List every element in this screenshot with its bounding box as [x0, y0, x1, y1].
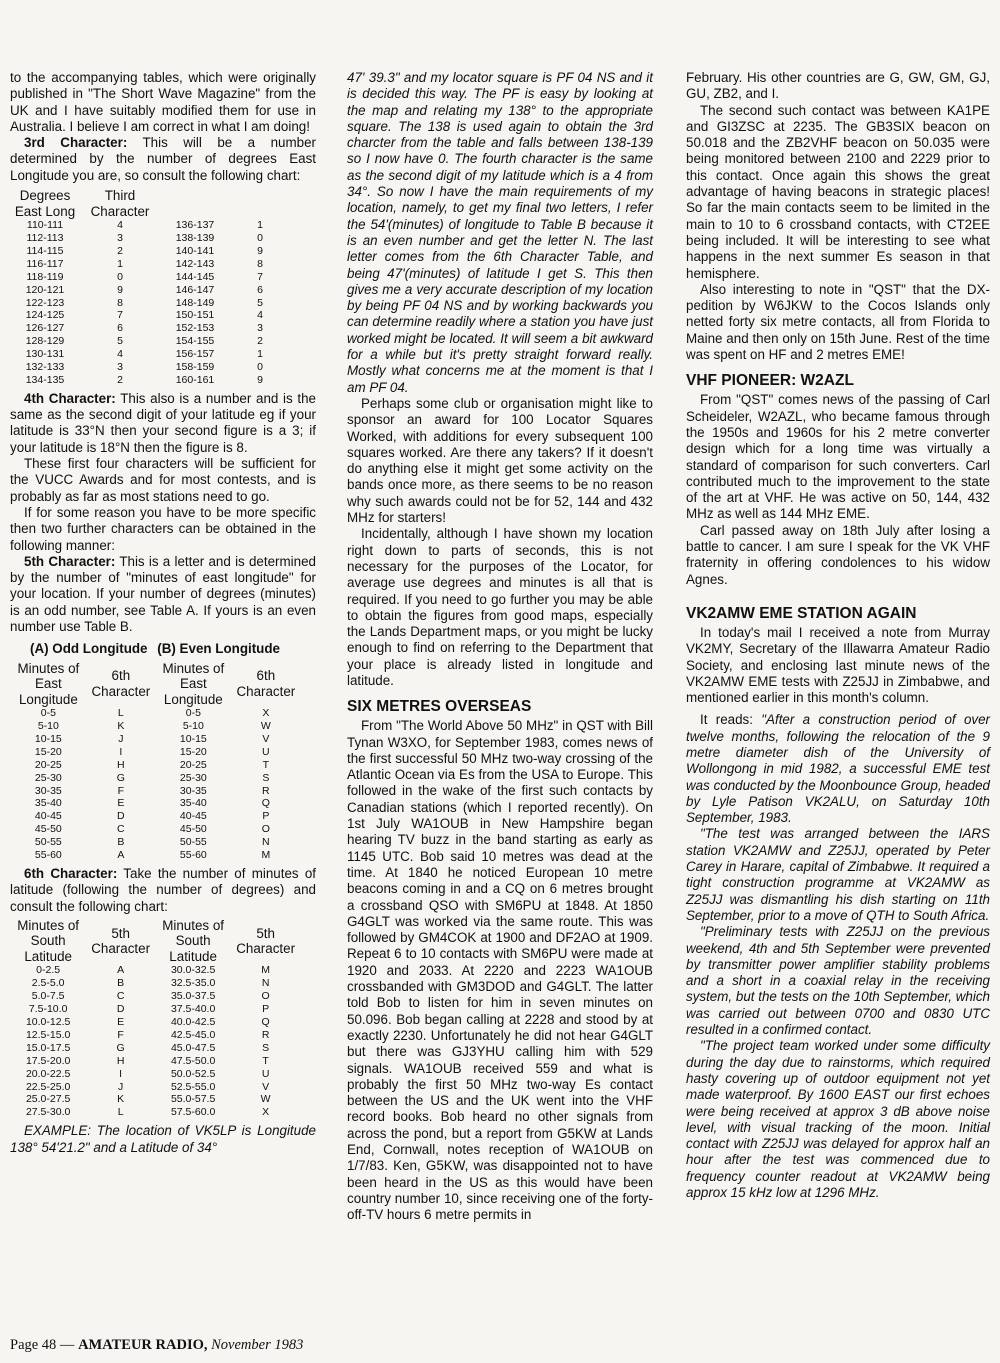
table-cell: 20-25: [34, 758, 62, 771]
table-row: [10, 1068, 300, 1081]
table-cell: 9: [117, 283, 123, 296]
label: 3rd Character:: [24, 135, 128, 151]
table-cell: 7.5-10.0: [28, 1003, 68, 1016]
magazine-name: AMATEUR RADIO,: [78, 1337, 208, 1353]
table-cell: S: [262, 771, 270, 784]
table-cell: T: [262, 1054, 269, 1067]
table-cell: B: [117, 836, 125, 849]
table-cell: A: [117, 964, 125, 977]
table-cell: 25-30: [179, 771, 207, 784]
table-cell: T: [262, 758, 270, 771]
table-cell: 47.5-50.0: [170, 1054, 216, 1067]
table-cell: E: [117, 797, 125, 810]
table-cell: 124-125: [25, 309, 65, 322]
header-degrees: Degrees East Long: [14, 188, 76, 219]
table-cell: 146-147: [175, 283, 215, 296]
paragraph: Perhaps some club or organisation might like to sponsor an award for 100 Locator Squares Worked, with additions for every subsequent 100 squares worked. Are there any takers? If it doesn't do anything else it might get some activity on the bands once more, as there seems to be no reason why such awards could not be for 52, 144 and 432 MHz for starters!: [347, 395, 653, 526]
section-heading: VHF PIONEER: W2AZL: [686, 372, 854, 390]
table-cell: 35-40: [34, 797, 62, 810]
column-1: [10, 70, 316, 1156]
table-cell: M: [261, 849, 271, 862]
table-cell: 8: [117, 296, 123, 309]
table-cell: 110-111: [26, 219, 64, 232]
table-cell: 132-133: [25, 361, 65, 374]
table-cell: 126-127: [25, 322, 65, 335]
table-row: [10, 1042, 300, 1055]
section-heading: VK2AMW EME STATION AGAIN: [686, 604, 917, 622]
table-cell: R: [262, 784, 270, 797]
paragraph: The second such contact was between KA1PE and GI3ZSC at 2235. The GB3SIX beacon on 50.018 and the ZB2VHF beacon on 50.035 were being monitored between 2100 and 2229 prior to this contact. Once again this shows the great advantage of having beacons in strategic places! So far the main contacts seem to be limited in the main to 10 to 6 crossband contacts, with CT2EE being included. It will be interesting to see what happens in the next summer Es season in that hemisphere.: [686, 102, 990, 281]
table-cell: 5-10: [37, 720, 59, 733]
table-cell: 2: [117, 244, 123, 257]
table-cell: 138-139: [175, 231, 215, 244]
table-cell: 0: [117, 270, 123, 283]
table-cell: 7: [117, 309, 123, 322]
table-row: [10, 284, 290, 297]
table-cell: V: [262, 1080, 270, 1093]
paragraph: Also interesting to note in "QST" that the DX-pedition by W6JKW to the Cocos Islands only netted forty six metre contacts, all from Florida to Maine and then only on 15th June. Rest of the time was spent on HF and 2 metres EME!: [686, 281, 990, 363]
table-row: [10, 720, 300, 733]
table-row: [10, 374, 290, 387]
table-row: [10, 232, 290, 245]
table-cell: 30.0-32.5: [170, 964, 216, 977]
table-cell: J: [118, 1080, 124, 1093]
text: It reads:: [700, 712, 762, 728]
paragraph: [686, 712, 990, 826]
table-cell: U: [261, 1067, 270, 1080]
table-cell: 1: [257, 348, 263, 361]
table-cell: 3: [117, 231, 123, 244]
table-row: [10, 990, 300, 1003]
table-cell: 4: [117, 348, 123, 361]
table-cell: Q: [261, 1016, 270, 1028]
table-cell: P: [262, 1003, 270, 1016]
text: This will be a number determined by the number of degrees East Longitude you are, so consult the following chart:: [10, 135, 316, 183]
table-cell: 128-129: [25, 335, 65, 348]
table-cell: 156-157: [175, 348, 215, 361]
table-cell: 15-20: [34, 745, 62, 758]
table-cell: I: [119, 745, 123, 758]
table-row: [10, 1029, 300, 1042]
table-cell: D: [116, 1003, 125, 1016]
table-row: [10, 245, 290, 258]
header-char-a: 6th Character: [91, 668, 151, 699]
paragraph: These first four characters will be sufficient for the VUCC Awards and for most contests, and is probably as far as most stations need to go.: [10, 456, 316, 504]
table-cell: 32.5-35.0: [170, 977, 216, 990]
table-cell: K: [117, 1093, 125, 1106]
table-cell: O: [261, 990, 270, 1003]
table-row: [10, 348, 290, 361]
table-cell: 140-141: [175, 244, 215, 257]
paragraph: [10, 554, 316, 635]
table-cell: 116-117: [26, 257, 64, 270]
table-cell: C: [116, 990, 125, 1003]
table-cell: 40-45: [34, 810, 62, 823]
table-cell: 3: [257, 322, 263, 335]
table-cell: 9: [257, 244, 263, 257]
table-cell: 5-10: [182, 720, 204, 733]
paragraph: From "The World Above 50 MHz" in QST with Bill Tynan W3XO, for September 1983, comes news of the first successful 50 MHz two-way crossing of the Atlantic Ocean via Es from the USA to Europe. This followed in the wake of the first such contacts by Canadian stations (which I reported recently). On 1st July WA1OUB in New Hampshire began hearing TV buzz in the band starting as early as 1145 UTC. Bob said 10 metres was dead at the time. At 1840 he noticed European 10 metre beacons coming in and a CQ on 6 metres brought a crossband QSO with SM6PU at 1848. At 1850 G4GLT was worked via the same route. This was followed by GM4COK at 1900 and DF2AO at 1909. Repeat 6 to 10 contacts with SM6PU were made at 1920 and 2033. At 2220 and 2223 WA1OUB crossbanded with GM3DOD and G4GLT. The latter told Bob to listen for him in seven minutes on 50.096. Bob began calling at 2228 and stood by at exactly 2230. Unfortunately he did not hear G4GLT but there was GJ3YHU calling him with 529 signals. WA1OUB received 559 and what is probably the first 50 MHz two-way Es contact between the US and the UK went into the VHF record books. Bob heard no other signals from across the pond, but a report from G5KW at Lands End, Cornwall, notes reception of WA1OUB on 1/7/83. Ken, G5KW, was disappointed not to have been heard in the US as this would have been country number 10, since receiving one of the forty-off-TV hours 6 metre permits in: [347, 718, 653, 1223]
paragraph: In today's mail I received a note from Murray VK2MY, Secretary of the Illawarra Amateur Radio Society, and enclosing last minute news of the VK2AMW EME tests with Z25JJ in Zimbabwe, and mentioned earlier in this month's column.: [686, 624, 990, 706]
table-a-title: (A) Odd Longitude: [30, 641, 148, 657]
paragraph: to the accompanying tables, which were originally published in "The Short Wave Magazine" from the UK and I have suitably modified them for use in Australia. I believe I am correct in what I am doing!: [10, 70, 316, 134]
table-cell: H: [117, 758, 125, 771]
table-row: [10, 322, 290, 335]
table-row: [10, 1081, 300, 1094]
header-char5-b: 5th Character: [236, 925, 296, 957]
table-cell: W: [260, 720, 271, 733]
table-cell: 0-5: [185, 707, 201, 720]
table-cell: C: [117, 823, 125, 836]
table-cell: 120-121: [25, 283, 65, 296]
table-row: [10, 746, 300, 759]
table-cell: 52.5-55.0: [170, 1080, 216, 1093]
table-cell: R: [261, 1028, 270, 1041]
table-cell: 15-20: [179, 745, 207, 758]
table-cell: L: [117, 707, 124, 720]
table-cell: H: [116, 1054, 125, 1067]
table-row: [10, 271, 290, 284]
table-cell: 112-113: [26, 231, 64, 244]
issue-date: November 1983: [207, 1337, 304, 1353]
table-cell: 154-155: [175, 335, 215, 348]
table-cell: A: [117, 849, 125, 862]
table-cell: 136-137: [175, 219, 215, 232]
table-cell: W: [260, 1093, 271, 1106]
table-cell: 40-45: [179, 810, 207, 823]
table-row: [10, 309, 290, 322]
minutes-latitude-table: [10, 918, 300, 1119]
table-cell: 55-60: [179, 849, 207, 862]
paragraph: 47' 39.3" and my locator square is PF 04 NS and it is decided this way. The PF is easy by looking at the map and relating my 138° to the appropriate square. The 138 is used again to obtain the 3rd charcter from the table and falls between 138-139 so I now have 0. The fourth character is the same as the second digit of my latitude which is a 4 from 34°. So now I have the main requirements of my location, namely, to get my final two letters, I refer the 54'(minutes) of longitude to Table B because it is an even number and get the letter N. The last letter comes from the 6th Character Table, and being 47'(minutes) of latitude I get S. This then gives me a very accurate description of my location by being PF 04 NS and by working backwards you can determine readily where a station you have just worked might be located. It will seem a bit awkward for a while but it's pretty straight forward really. Mostly what concerns me at the moment is that I am PF 04.: [347, 70, 653, 395]
paragraph: Incidentally, although I have shown my location right down to parts of seconds, this is not necessary for the purposes of the Locator, for average use degrees and minutes is all that is required. If you need to go further you may be able to obtain the figures from good maps, especially the Lands Department maps, or you might be lucky enough to find on referring to the Department that your place is already listed in longitude and latitude.: [347, 526, 653, 688]
header-minutes-lat-a: Minutes of South Latitude: [17, 917, 80, 964]
longitude-degrees-table: [10, 188, 290, 387]
table-cell: 50-55: [34, 836, 62, 849]
paragraph: February. His other countries are G, GW, GM, GJ, GU, ZB2, and I.: [686, 70, 990, 102]
table-row: [10, 335, 290, 348]
table-cell: 0-5: [40, 707, 56, 720]
table-row: [10, 964, 300, 977]
table-row: [10, 977, 300, 990]
table-cell: 3: [117, 361, 123, 374]
table-cell: 5.0-7.5: [31, 990, 65, 1003]
table-row: [10, 258, 290, 271]
table-cell: 144-145: [175, 270, 215, 283]
table-row: [10, 297, 290, 310]
table-cell: X: [262, 1106, 270, 1119]
table-cell: 12.5-15.0: [25, 1028, 71, 1041]
paragraph: "The test was arranged between the IARS station VK2AMW and Z25JJ, operated by Peter Carey in Harare, capital of Zimbabwe. It required a tight construction programme at VK2AMW as Z25JJ was dismantling his dish starting on 11th September, prior to a move of QTH to South Africa.: [686, 826, 990, 923]
table-cell: U: [262, 745, 270, 758]
table-cell: 35-40: [179, 797, 207, 810]
table-cell: 0-2.5: [36, 964, 61, 977]
table-cell: 6: [257, 283, 263, 296]
table-cell: 122-123: [25, 296, 65, 309]
column-3: [686, 70, 990, 1201]
page-number: Page 48 —: [10, 1337, 79, 1353]
table-row: [10, 1093, 300, 1106]
table-row: [10, 785, 300, 798]
table-cell: G: [116, 1041, 125, 1054]
table-cell: 8: [257, 257, 263, 270]
table-cell: 6: [117, 322, 123, 335]
table-cell: 20.0-22.5: [25, 1067, 71, 1080]
table-cell: 25-30: [34, 771, 62, 784]
page-footer: [10, 1337, 303, 1354]
table-titles: [10, 641, 300, 657]
table-row: [10, 810, 300, 823]
table-cell: 10-15: [34, 732, 62, 745]
table-cell: 55-60: [34, 849, 62, 862]
table-row: [10, 1055, 300, 1068]
table-row: [10, 759, 300, 772]
paragraph: Carl passed away on 18th July after losing a battle to cancer. I am sure I speak for the VK VHF fraternity in offering condolences to his widow Agnes.: [686, 522, 990, 587]
paragraph: "The project team worked under some difficulty during the day due to rainstorms, which required hasty covering up of outdoor equipment not yet made waterproof. By 1600 EAST our first echoes were being received at approx 3 dB above noise level, with visual tracking of the moon. Initial contact with Z25JJ was delayed for approx half an hour after the test was commenced due to frequency counter readout at VK2AMW being approx 15 kHz low at 1296 MHz.: [686, 1038, 990, 1200]
table-cell: 7: [257, 270, 263, 283]
table-cell: E: [117, 1016, 125, 1028]
table-cell: 17.5-20.0: [25, 1054, 71, 1067]
table-cell: D: [117, 810, 125, 823]
table-cell: F: [117, 1028, 124, 1041]
table-cell: 2: [257, 335, 263, 348]
table-cell: 4: [257, 309, 263, 322]
table-cell: S: [262, 1041, 270, 1054]
section-heading: SIX METRES OVERSEAS: [347, 698, 532, 716]
table-cell: 130-131: [25, 348, 65, 361]
table-cell: 30-35: [34, 784, 62, 797]
table-cell: 10-15: [179, 732, 207, 745]
quote-text: "After a construction period of over twelve months, following the relocation of the 9 metre diameter dish of the University of Wollongong in mid 1982, a successful EME test was conducted by the Moonbounce Group, headed by Lyle Patison VK2ALU, on Saturday 10th September, 1983.: [686, 712, 990, 826]
table-cell: 27.5-30.0: [25, 1106, 71, 1119]
text: Take the number of minutes of latitude (following the number of degrees) and consult the following chart:: [10, 865, 316, 914]
minutes-longitude-table: [10, 661, 300, 862]
table-cell: 45-50: [34, 823, 62, 836]
table-cell: M: [261, 964, 270, 977]
table-cell: 134-135: [25, 373, 65, 386]
table-cell: 10.0-12.5: [25, 1016, 71, 1028]
table-cell: 152-153: [175, 322, 215, 335]
table-row: [10, 361, 290, 374]
header-char5-a: 5th Character: [91, 925, 151, 957]
table-cell: 5: [257, 296, 263, 309]
table-cell: 1: [117, 257, 123, 270]
table-cell: F: [117, 784, 125, 797]
table-row: [10, 772, 300, 785]
table-cell: 57.5-60.0: [170, 1106, 216, 1119]
table-cell: 160-161: [175, 373, 215, 386]
paragraph: "Preliminary tests with Z25JJ on the previous weekend, 4th and 5th September were prevented by transmitter power amplifier stability problems and a short in a coaxial relay in the receiving system, but the tests on the 10th September, which was carried out between 0700 and 0830 UTC resulted in a confirmed contact.: [686, 924, 990, 1038]
table-row: [10, 1016, 300, 1029]
table-cell: 150-151: [175, 309, 215, 322]
table-cell: 0: [257, 361, 263, 374]
table-cell: N: [262, 836, 270, 849]
table-cell: 0: [257, 231, 263, 244]
table-row: [10, 1003, 300, 1016]
table-cell: B: [117, 977, 125, 990]
table-b-title: (B) Even Longitude: [157, 641, 280, 657]
header-minutes-b: Minutes of East Longitude: [162, 660, 225, 707]
table-cell: 30-35: [179, 784, 207, 797]
label: 6th Character:: [24, 865, 118, 881]
paragraph: [10, 135, 316, 184]
paragraph: [10, 391, 316, 456]
table-cell: 1: [257, 219, 263, 232]
table-cell: 4: [117, 219, 123, 232]
table-cell: I: [119, 1067, 123, 1080]
header-third: Third Character: [90, 188, 150, 219]
table-row: [10, 1106, 300, 1119]
table-cell: 45.0-47.5: [170, 1041, 216, 1054]
table-cell: 5: [117, 335, 123, 348]
header-char-b: 6th Character: [236, 668, 296, 699]
table-cell: V: [262, 732, 270, 745]
table-cell: P: [262, 810, 270, 823]
table-cell: N: [261, 977, 270, 990]
table-cell: 40.0-42.5: [170, 1016, 216, 1028]
table-cell: 35.0-37.5: [170, 990, 216, 1003]
table-cell: L: [117, 1106, 124, 1119]
table-cell: 2: [117, 373, 123, 386]
column-2: [347, 70, 653, 1223]
table-row: [10, 849, 300, 862]
table-row: [10, 836, 300, 849]
table-cell: 148-149: [175, 296, 215, 309]
header-minutes-lat-b: Minutes of South Latitude: [162, 917, 225, 964]
label: 5th Character:: [24, 553, 116, 569]
table-cell: 114-115: [26, 244, 64, 257]
table-cell: 37.5-40.0: [170, 1003, 216, 1016]
table-cell: 142-143: [175, 257, 215, 270]
table-cell: G: [116, 771, 125, 784]
table-cell: 55.0-57.5: [170, 1093, 216, 1106]
text: This also is a number and is the same as the second digit of your latitude eg if your latitude is 33°N then your second figure is a 3; if your latitude is 18°N then the figure is 8.: [10, 390, 316, 455]
table-cell: Q: [261, 797, 270, 810]
table-cell: 2.5-5.0: [31, 977, 65, 990]
paragraph: EXAMPLE: The location of VK5LP is Longitude 138° 54'21.2" and a Latitude of 34°: [10, 1123, 316, 1155]
table-cell: K: [117, 720, 125, 733]
text: This is a letter and is determined by the number of "minutes of east longitude" for your location. If your number of degrees (minutes) is an odd number, see Table A. If yours is an even number use Table B.: [10, 553, 316, 635]
paragraph: From "QST" comes news of the passing of Carl Scheideler, W2AZL, who became famous through the 1950s and 1960s for his 2 metre converter design which for a long time was virtually a standard of comparison for such converters. Carl contributed much to the improvement to the state of the art at VHF. He was active on 50, 144, 432 MHz as well as 144 MHz EME.: [686, 392, 990, 522]
header-minutes-a: Minutes of East Longitude: [17, 660, 80, 707]
table-row: [10, 707, 300, 720]
table-cell: 118-119: [26, 270, 64, 283]
table-cell: O: [261, 823, 270, 836]
table-cell: 50-55: [179, 836, 207, 849]
table-row: [10, 797, 300, 810]
table-row: [10, 733, 300, 746]
table-row: [10, 219, 290, 232]
table-cell: 25.0-27.5: [25, 1093, 71, 1106]
table-row: [10, 823, 300, 836]
table-cell: 45-50: [179, 823, 207, 836]
table-cell: X: [262, 707, 270, 720]
table-cell: 20-25: [179, 758, 207, 771]
table-cell: 50.0-52.5: [170, 1067, 216, 1080]
table-cell: J: [118, 732, 124, 745]
paragraph: [10, 866, 316, 915]
label: 4th Character:: [24, 390, 116, 406]
table-cell: 15.0-17.5: [25, 1041, 71, 1054]
table-cell: 9: [257, 373, 263, 386]
paragraph: If for some reason you have to be more specific then two further characters can be obtained in the following manner:: [10, 504, 316, 553]
table-cell: 158-159: [175, 361, 215, 374]
table-cell: 22.5-25.0: [25, 1080, 71, 1093]
table-cell: 42.5-45.0: [170, 1028, 216, 1041]
